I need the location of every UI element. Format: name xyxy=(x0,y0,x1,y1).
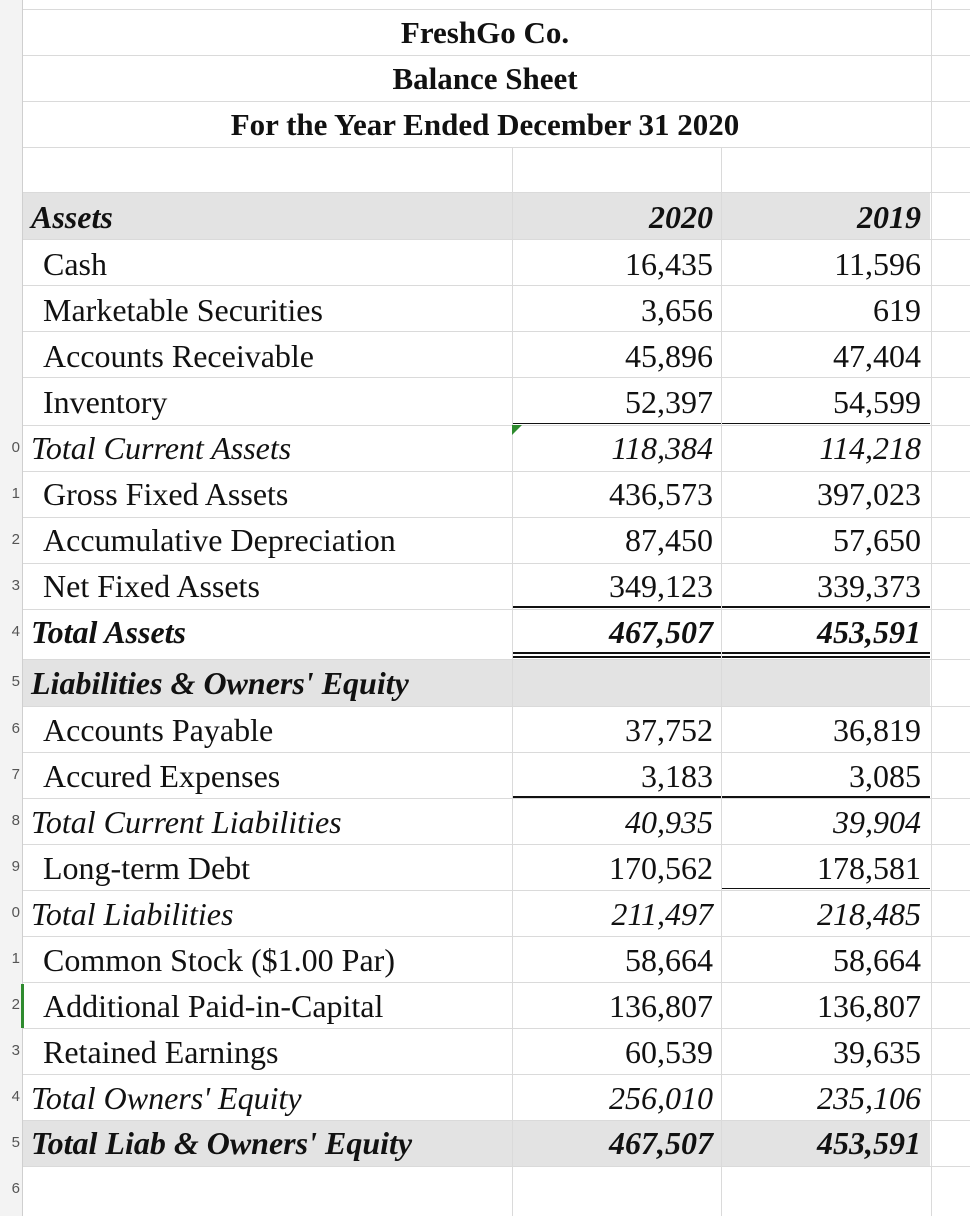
double-underline xyxy=(722,652,930,658)
value-2019: 54,599 xyxy=(833,384,921,420)
row-label: Total Assets xyxy=(31,614,186,650)
row-label: Total Owners' Equity xyxy=(31,1080,302,1116)
row-label: Additional Paid-in-Capital xyxy=(43,988,384,1024)
row-number[interactable]: 1 xyxy=(11,950,20,967)
row-number[interactable]: 9 xyxy=(11,858,20,875)
row-number[interactable]: 0 xyxy=(11,439,20,456)
value-2019: 339,373 xyxy=(817,568,921,604)
row-label: Inventory xyxy=(43,384,168,420)
table-row[interactable] xyxy=(23,563,930,609)
table-row[interactable] xyxy=(23,983,930,1029)
row-label: Net Fixed Assets xyxy=(43,568,260,604)
table-row[interactable] xyxy=(23,753,930,799)
row-number[interactable]: 5 xyxy=(11,673,20,690)
value-2020: 211,497 xyxy=(611,896,713,932)
total-current-liabilities-row[interactable] xyxy=(23,799,930,845)
value-2019: 453,591 xyxy=(817,1125,921,1161)
table-row[interactable] xyxy=(23,333,930,379)
value-2020: 87,450 xyxy=(625,522,713,558)
row-number[interactable]: 0 xyxy=(11,904,20,921)
value-2019: 218,485 xyxy=(817,896,921,932)
table-row[interactable] xyxy=(23,1029,930,1075)
row-label: Accured Expenses xyxy=(43,758,281,794)
value-2020: 40,935 xyxy=(625,804,713,840)
value-2020: 45,896 xyxy=(625,338,713,374)
row-number[interactable]: 7 xyxy=(11,766,20,783)
value-2019: 3,085 xyxy=(849,758,921,794)
double-underline xyxy=(513,652,721,658)
row-label: Cash xyxy=(43,246,107,282)
row-label: Accumulative Depreciation xyxy=(43,522,396,558)
value-2020: 3,656 xyxy=(641,292,713,328)
table-row[interactable] xyxy=(23,845,930,891)
row-number[interactable]: 3 xyxy=(11,577,20,594)
subtotal-rule xyxy=(722,888,930,889)
row-number[interactable]: 6 xyxy=(11,720,20,737)
value-2020: 3,183 xyxy=(641,758,713,794)
row-label: Common Stock ($1.00 Par) xyxy=(43,942,395,978)
assets-header-row[interactable] xyxy=(23,194,930,240)
value-2020: 60,539 xyxy=(625,1034,713,1070)
total-liabilities-row[interactable] xyxy=(23,891,930,937)
row-label: Marketable Securities xyxy=(43,292,323,328)
value-2019: 235,106 xyxy=(817,1080,921,1116)
value-2020: 256,010 xyxy=(609,1080,713,1116)
assets-header-label: Assets xyxy=(31,199,113,235)
subtotal-rule xyxy=(513,606,721,608)
subtotal-rule xyxy=(722,796,930,798)
statement-period: For the Year Ended December 31 2020 xyxy=(230,107,740,142)
value-2019: 619 xyxy=(873,292,921,328)
value-2020: 349,123 xyxy=(609,568,713,604)
row-number[interactable]: 2 xyxy=(11,531,20,548)
value-2020: 467,507 xyxy=(609,614,713,650)
table-row[interactable] xyxy=(23,471,930,517)
row-number[interactable]: 3 xyxy=(11,1042,20,1059)
value-2020: 436,573 xyxy=(609,476,713,512)
row-number[interactable]: 5 xyxy=(11,1134,20,1151)
value-2019: 136,807 xyxy=(817,988,921,1024)
value-2019: 47,404 xyxy=(833,338,921,374)
subtotal-rule xyxy=(513,796,721,798)
table-row[interactable] xyxy=(23,379,930,425)
row-number[interactable]: 4 xyxy=(11,623,20,640)
row-label: Total Liab & Owners' Equity xyxy=(31,1125,413,1161)
row-label: Gross Fixed Assets xyxy=(43,476,289,512)
value-2019: 39,635 xyxy=(833,1034,921,1070)
table-row[interactable] xyxy=(23,287,930,333)
table-row[interactable] xyxy=(23,517,930,563)
value-2020: 16,435 xyxy=(625,246,713,282)
row-number[interactable]: 1 xyxy=(11,485,20,502)
company-name: FreshGo Co. xyxy=(400,15,570,50)
value-2019: 178,581 xyxy=(817,850,921,886)
row-number[interactable]: 6 xyxy=(11,1180,20,1197)
liabilities-header-label: Liabilities & Owners' Equity xyxy=(31,665,409,701)
cell-comment-marker[interactable] xyxy=(512,425,522,435)
row-number[interactable]: 2 xyxy=(11,996,20,1013)
column-header-2019: 2019 xyxy=(857,199,921,235)
total-liab-equity-row[interactable] xyxy=(23,1120,930,1166)
value-2020: 58,664 xyxy=(625,942,713,978)
row-number[interactable]: 4 xyxy=(11,1088,20,1105)
liabilities-header-row[interactable] xyxy=(23,660,930,706)
value-2019: 39,904 xyxy=(833,804,921,840)
row-label: Accounts Receivable xyxy=(43,338,314,374)
value-2020: 37,752 xyxy=(625,712,713,748)
row-label: Total Current Liabilities xyxy=(31,804,342,840)
column-header-2020: 2020 xyxy=(649,199,713,235)
table-row[interactable] xyxy=(23,707,930,753)
value-2019: 57,650 xyxy=(833,522,921,558)
total-current-assets-row[interactable] xyxy=(23,425,930,471)
value-2020: 136,807 xyxy=(609,988,713,1024)
statement-title: Balance Sheet xyxy=(392,61,578,96)
row-label: Retained Earnings xyxy=(43,1034,279,1070)
value-2019: 36,819 xyxy=(833,712,921,748)
value-2020: 170,562 xyxy=(609,850,713,886)
value-2019: 453,591 xyxy=(817,614,921,650)
row-label: Total Liabilities xyxy=(31,896,234,932)
table-row[interactable] xyxy=(23,241,930,287)
value-2020: 467,507 xyxy=(609,1125,713,1161)
value-2019: 114,218 xyxy=(819,430,921,466)
row-label: Long-term Debt xyxy=(43,850,251,886)
value-2020: 118,384 xyxy=(611,430,713,466)
table-row[interactable] xyxy=(23,937,930,983)
total-owners-equity-row[interactable] xyxy=(23,1075,930,1121)
value-2019: 58,664 xyxy=(833,942,921,978)
subtotal-rule xyxy=(722,606,930,608)
value-2019: 397,023 xyxy=(817,476,921,512)
row-label: Accounts Payable xyxy=(43,712,274,748)
row-number[interactable]: 8 xyxy=(11,812,20,829)
row-label: Total Current Assets xyxy=(31,430,292,466)
total-assets-row[interactable] xyxy=(23,609,930,655)
value-2020: 52,397 xyxy=(625,384,713,420)
value-2019: 11,596 xyxy=(834,246,921,282)
